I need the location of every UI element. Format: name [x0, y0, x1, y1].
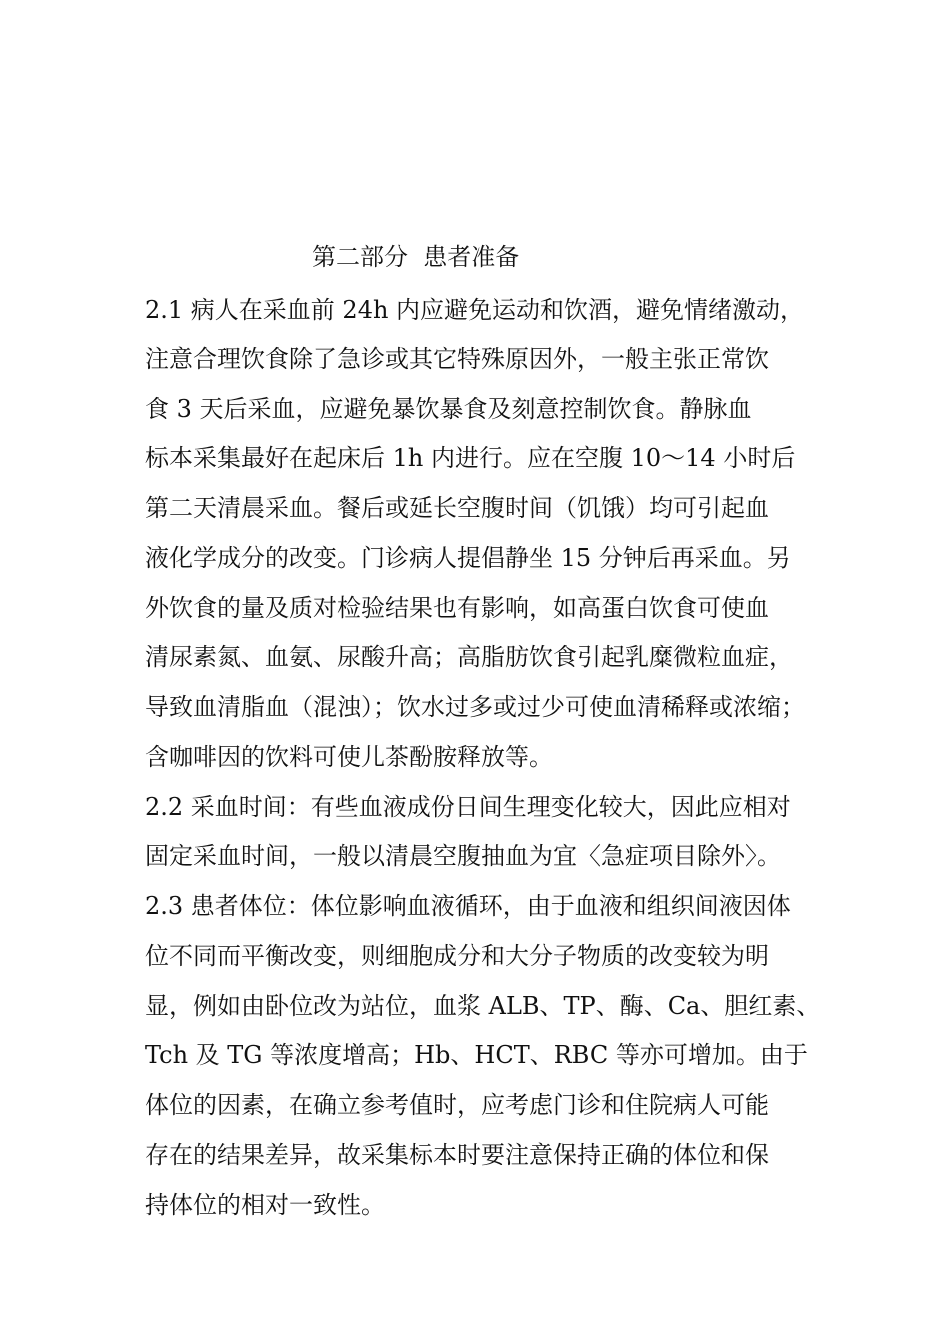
body-line: 第二天清晨采血。餐后或延长空腹时间（饥饿）均可引起血 — [145, 494, 769, 522]
body-line: 固定采血时间，一般以清晨空腹抽血为宜〈急症项目除外〉。 — [145, 842, 781, 870]
body-line: 含咖啡因的饮料可使儿茶酚胺释放等。 — [145, 743, 553, 771]
body-line: 持体位的相对一致性。 — [145, 1191, 385, 1219]
body-line: 体位的因素，在确立参考值时，应考虑门诊和住院病人可能 — [145, 1091, 769, 1119]
body-line: 清尿素氮、血氨、尿酸升高；高脂肪饮食引起乳糜微粒血症， — [145, 643, 793, 671]
body-line: 液化学成分的改变。门诊病人提倡静坐 15 分钟后再采血。另 — [145, 544, 791, 572]
body-line: 食 3 天后采血，应避免暴饮暴食及刻意控制饮食。静脉血 — [145, 395, 752, 423]
body-line: 2.2 采血时间：有些血液成份日间生理变化较大，因此应相对 — [145, 793, 791, 821]
body-line: 2.3 患者体位：体位影响血液循环，由于血液和组织间液因体 — [145, 892, 791, 920]
body-line: 外饮食的量及质对检验结果也有影响，如高蛋白饮食可使血 — [145, 594, 769, 622]
body-line: 2.1 病人在采血前 24h 内应避免运动和饮酒，避免情绪激动， — [145, 296, 805, 324]
section-title: 第二部分 患者准备 — [312, 243, 520, 271]
body-line: 标本采集最好在起床后 1h 内进行。应在空腹 10～14 小时后 — [145, 444, 796, 472]
body-line: Tch 及 TG 等浓度增高；Hb、HCT、RBC 等亦可增加。由于 — [145, 1041, 808, 1069]
body-line: 位不同而平衡改变，则细胞成分和大分子物质的改变较为明 — [145, 942, 769, 970]
body-line: 注意合理饮食除了急诊或其它特殊原因外，一般主张正常饮 — [145, 345, 769, 373]
body-line: 导致血清脂血（混浊）；饮水过多或过少可使血清稀释或浓缩； — [145, 693, 805, 721]
body-line: 存在的结果差异，故采集标本时要注意保持正确的体位和保 — [145, 1141, 769, 1169]
body-line: 显，例如由卧位改为站位，血浆 ALB、TP、酶、Ca、胆红素、 — [145, 992, 821, 1020]
